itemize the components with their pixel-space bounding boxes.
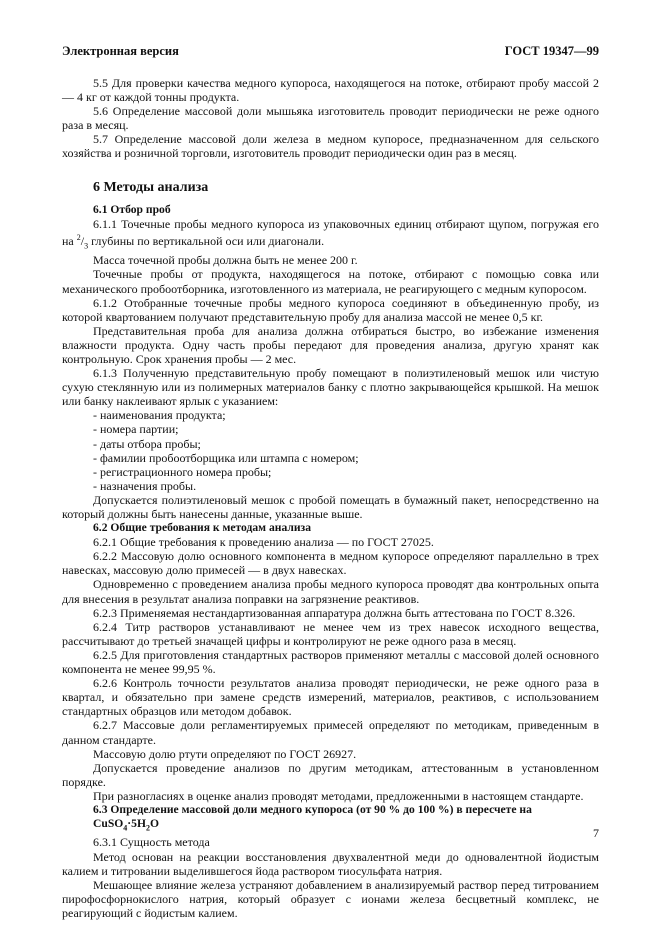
paragraph-6-1-1-start: 6.1.1 Точечные пробы медного купороса из упаковочных единиц отбирают щупом, погружая его на (62, 216, 599, 248)
list-item: - даты отбора пробы; (93, 436, 201, 451)
paragraph-6-1-1: 6.1.1 Точечные пробы медного купороса из упаковочных единиц отбирают щупом, погружая его на $^2/_3$ глубины по вертикальной оси или диагонали. (62, 216, 599, 251)
paragraph-paper-bag: Допускается полиэтиленовый мешок с пробой помещать в бумажный пакет, непосредственно на который должны быть нанесены данные, указанные выше. (62, 492, 599, 522)
paragraph-5-7: 5.7 Определение массовой доли железа в медном купоросе, предназначенном для сельского хозяйства и розничной торговли, изготовитель проводит периодически один раз в месяц. (62, 132, 599, 161)
page-content (62, 76, 599, 920)
paragraph-6-1-3: 6.1.3 Полученную представительную пробу помещают в полиэтиленовый мешок или чистую сухую стеклянную или из полимерных материалов банку с плотно закрывающейся крышкой. На мешок или банку наклеивают ярлык с указанием: (62, 366, 599, 409)
page-number: 7 (593, 826, 599, 840)
paragraph-6-1-1-end: глубины по вертикальной оси или диагонали. (91, 233, 325, 248)
paragraph-6-3-1: 6.3.1 Сущность метода (93, 835, 210, 850)
fraction-numerator: 2 (76, 232, 81, 242)
paragraph-iron-interference: Мешающее влияние железа устраняют добавлением в анализируемый раствор перед титрованием пирофосфорнокислого натрия, который образует с ионами железа бесцветный комплекс, не реагирующий с йодистым калием. (62, 877, 599, 920)
header-edition-label: Электронная версия (62, 44, 179, 58)
paragraph-6-2-3: 6.2.3 Применяемая нестандартизованная аппаратура должна быть аттестована по ГОСТ 8.326. (93, 605, 576, 620)
list-item: - наименования продукта; (93, 408, 226, 423)
subsection-6-3-heading (62, 803, 599, 836)
paragraph-other-methods: Допускается проведение анализов по другим методикам, аттестованным в установленном порядке. (62, 760, 599, 789)
paragraph-5-5: 5.5 Для проверки качества медного купороса, находящегося на потоке, отбирают пробу массой 2 — 4 кг от каждой тонны продукта. (62, 76, 599, 105)
paragraph-sample-mass: Масса точечной пробы должна быть не менее 200 г. (93, 253, 358, 268)
list-item: - фамилии пробоотборщика или штампа с номером; (93, 450, 359, 465)
subsection-6-2-heading: 6.2 Общие требования к методам анализа (93, 521, 311, 535)
section-6-heading: 6 Методы анализа (93, 179, 209, 195)
paragraph-6-2-5: 6.2.5 Для приготовления стандартных растворов применяют металлы с массовой долей основного компонента не менее 99,95 %. (62, 647, 599, 677)
paragraph-disagreements: При разногласиях в оценке анализ проводят методами, предложенными в настоящем стандарте. (93, 788, 584, 803)
paragraph-6-1-2: 6.1.2 Отобранные точечные пробы медного купороса соединяют в объединенную пробу, из которой квартованием получают представительную пробу для анализа массой не менее 0,5 кг. (62, 295, 599, 324)
paragraph-5-6: 5.6 Определение массовой доли мышьяка изготовитель проводит периодически не реже одного раза в месяц. (62, 104, 599, 133)
list-item: - регистрационного номера пробы; (93, 464, 272, 479)
paragraph-6-2-6: 6.2.6 Контроль точности результатов анализа проводят периодически, не реже одного раза в квартал, и обязательно при замене средств измерений, материалов, реактивов, с использованием стандартных образцов или методом добавок. (62, 676, 599, 719)
paragraph-mercury: Массовую долю ртути определяют по ГОСТ 26927. (93, 746, 357, 761)
list-item: - номера партии; (93, 422, 179, 437)
list-item: - назначения пробы. (93, 478, 197, 493)
paragraph-6-2-7: 6.2.7 Массовые доли регламентируемых примесей определяют по методикам, приведенным в данном стандарте. (62, 718, 599, 747)
subsection-6-3-title: 6.3 Определение массовой доли медного купороса (от 90 % до 100 %) в пересчете на CuSO (93, 802, 532, 831)
paragraph-control-experiments: Одновременно с проведением анализа пробы медного купороса проводят два контрольных опыта для внесения в результат анализа поправки на загрязнение реактивов. (62, 577, 599, 606)
formula-middle: ·5H (127, 817, 146, 831)
formula-subscript-4: 4 (123, 823, 128, 833)
paragraph-method-principle: Метод основан на реакции восстановления двухвалентной меди до одновалентной йодистым калием и титровании выделившегося йода раствором тиосульфата натрия. (62, 849, 599, 878)
formula-end: O (149, 817, 160, 831)
paragraph-6-2-4: 6.2.4 Титр растворов устанавливают не менее чем из трех навесок исходного вещества, рассчитывают до третьей значащей цифры и контролируют не реже одного раза в месяц. (62, 619, 599, 648)
paragraph-6-2-1: 6.2.1 Общие требования к проведению анализа — по ГОСТ 27025. (93, 535, 434, 550)
paragraph-representative-sample: Представительная проба для анализа должна отбираться быстро, во избежание изменения влажности продукта. Одну часть пробы передают для проведения анализа, другую хранят как контрольную. Срок хранения пробы — 2 мес. (62, 323, 599, 366)
paragraph-flow-samples: Точечные пробы от продукта, находящегося на потоке, отбирают с помощью совка или механического пробоотборника, изготовленного из материала, не реагирующего с медным купоросом. (62, 267, 599, 296)
formula-subscript-2: 2 (145, 823, 150, 833)
paragraph-6-2-2: 6.2.2 Массовую долю основного компонента в медном купоросе определяют параллельно в трех навесках, массовую долю примесей — в двух навесках. (62, 549, 599, 578)
page-header (62, 44, 599, 59)
fraction-denominator: 3 (84, 241, 89, 251)
header-standard-number: ГОСТ 19347—99 (504, 44, 599, 58)
subsection-6-1-heading: 6.1 Отбор проб (93, 202, 171, 216)
